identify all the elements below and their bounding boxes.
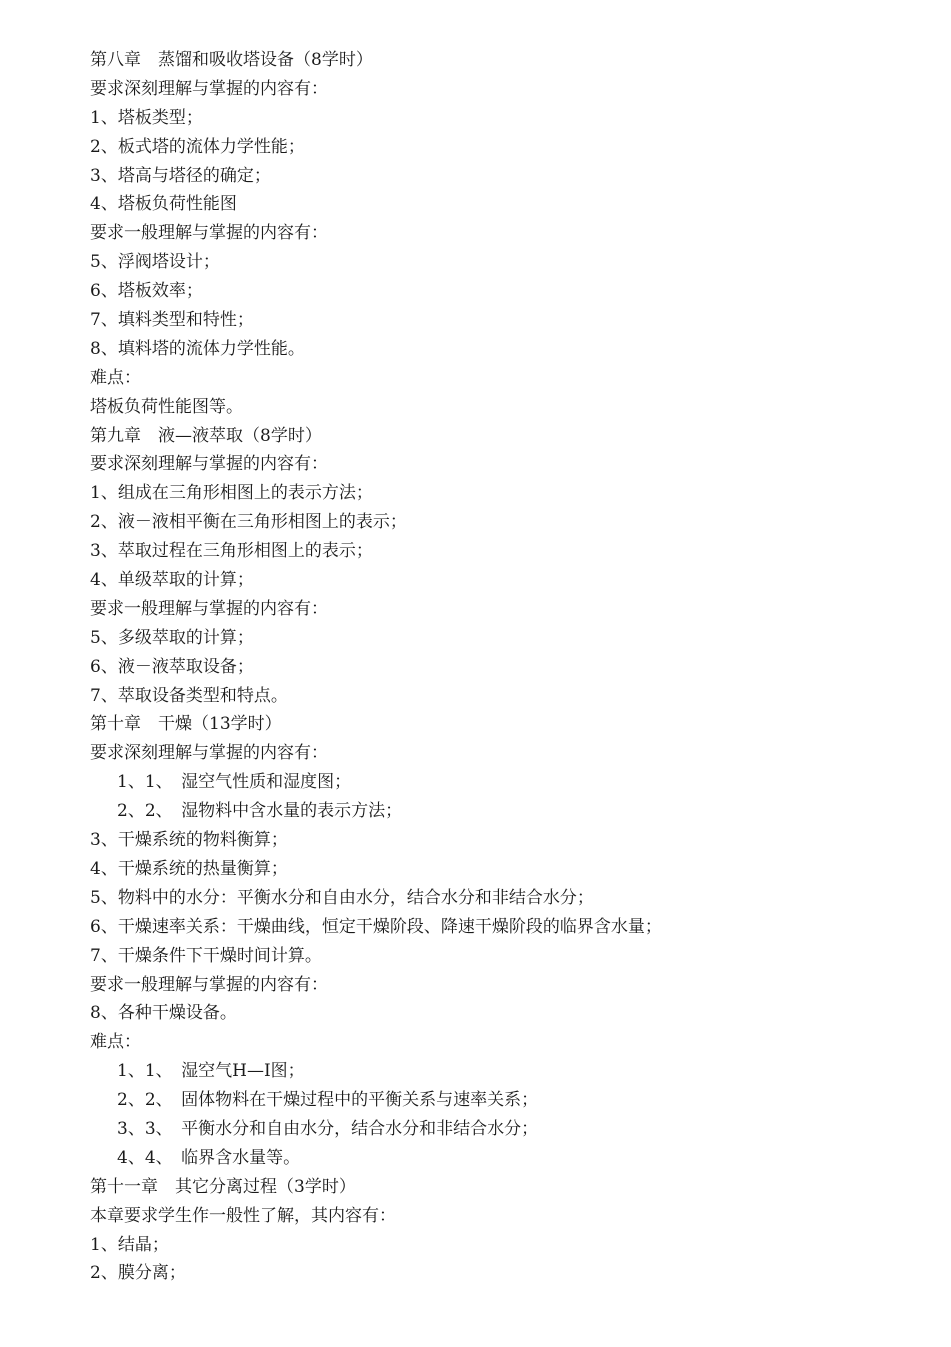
chapter-11-heading: 第十一章 其它分离过程（3学时） [90,1176,356,1197]
list-item: 6、塔板效率； [90,281,203,302]
list-item: 5、物料中的水分：平衡水分和自由水分，结合水分和非结合水分； [90,887,594,908]
list-item: 2、2、 固体物料在干燥过程中的平衡关系与速率关系； [117,1090,539,1111]
section-label: 要求一般理解与掌握的内容有： [90,974,328,995]
list-item: 4、塔板负荷性能图 [90,194,237,215]
list-item: 2、膜分离； [90,1263,186,1284]
list-item: 1、组成在三角形相图上的表示方法； [90,483,373,504]
list-item: 3、塔高与塔径的确定； [90,165,271,186]
chapter-8-heading: 第八章 蒸馏和吸收塔设备（8学时） [90,50,373,70]
section-label: 要求一般理解与掌握的内容有： [90,223,328,244]
list-item: 3、3、 平衡水分和自由水分，结合水分和非结合水分； [117,1118,539,1139]
list-item: 4、4、 临界含水量等。 [117,1147,301,1168]
list-item: 1、1、 湿空气H—I图； [117,1061,305,1082]
section-label: 本章要求学生作一般性了解，其内容有： [90,1205,396,1226]
chapter-10-heading: 第十章 干燥（13学时） [90,714,282,735]
difficulty-label: 难点： [90,1032,141,1053]
difficulty-label: 难点： [90,367,141,388]
list-item: 7、填料类型和特性； [90,310,254,331]
list-item: 3、萃取过程在三角形相图上的表示； [90,541,373,562]
list-item: 2、板式塔的流体力学性能； [90,136,305,157]
list-item: 1、塔板类型； [90,107,203,128]
list-item: 7、萃取设备类型和特点。 [90,685,288,706]
list-item: 1、1、 湿空气性质和湿度图； [117,772,352,793]
section-label: 要求深刻理解与掌握的内容有： [90,78,328,99]
document-page [90,46,930,1288]
list-item: 4、干燥系统的热量衡算； [90,858,288,879]
chapter-9-heading: 第九章 液—液萃取（8学时） [90,425,322,446]
list-item: 6、干燥速率关系：干燥曲线，恒定干燥阶段、降速干燥阶段的临界含水量； [90,916,662,937]
list-item: 5、多级萃取的计算； [90,627,254,648]
list-item: 2、液－液相平衡在三角形相图上的表示； [90,512,407,533]
list-item: 8、填料塔的流体力学性能。 [90,338,305,359]
list-item: 5、浮阀塔设计； [90,252,220,273]
list-item: 3、干燥系统的物料衡算； [90,830,288,851]
list-item: 4、单级萃取的计算； [90,570,254,591]
section-label: 要求深刻理解与掌握的内容有： [90,454,328,475]
list-item: 6、液－液萃取设备； [90,656,254,677]
list-item: 7、干燥条件下干燥时间计算。 [90,945,322,966]
section-label: 要求一般理解与掌握的内容有： [90,598,328,619]
list-item: 8、各种干燥设备。 [90,1003,237,1024]
list-item: 1、结晶； [90,1234,169,1255]
list-item: 塔板负荷性能图等。 [90,396,243,417]
list-item: 2、2、 湿物料中含水量的表示方法； [117,801,403,822]
section-label: 要求深刻理解与掌握的内容有： [90,743,328,764]
